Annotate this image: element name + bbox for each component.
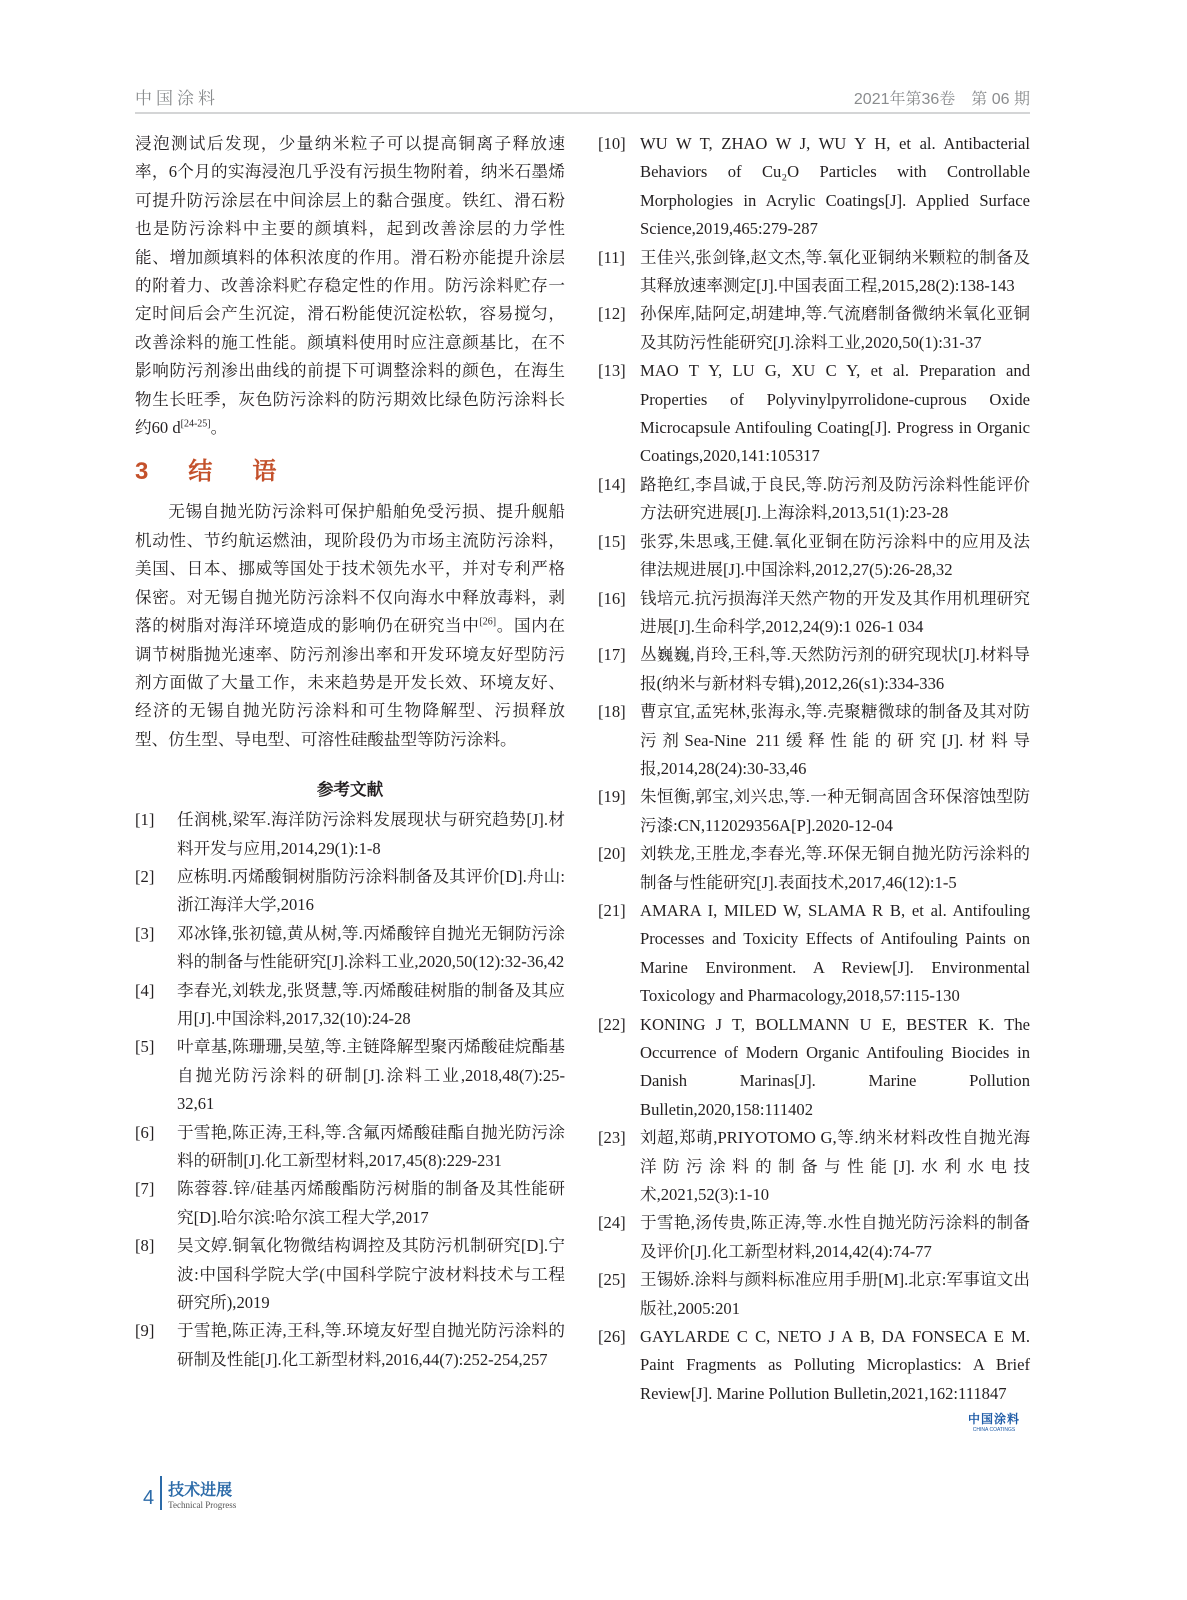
reference-item — [598, 130, 1030, 244]
reference-number: [10] — [598, 134, 626, 153]
journal-name: 中国涂料 — [135, 89, 219, 108]
footer-divider — [160, 1476, 162, 1510]
reference-number: [23] — [598, 1128, 626, 1148]
reference-item — [598, 783, 1030, 840]
logo-subtext: CHINA COATINGS — [972, 1427, 1016, 1433]
reference-text: 刘轶龙,王胜龙,李春光,等.环保无铜自抛光防污涂料的制备与性能研究[J].表面技术,2017,46(12):1-5 — [640, 844, 1030, 892]
paragraph-text: 。国内在调节树脂抛光速率、防污剂渗出率和开发环境友好型防污剂方面做了大量工作，未来趋势是开发长效、环境友好、经济的无锡自抛光防污涂料和可生物降解型、污损释放型、仿生型、导电型、可溶性硅酸盐型等防污涂料。 — [135, 616, 566, 749]
reference-number: [15] — [598, 531, 626, 551]
reference-item — [135, 1033, 565, 1118]
reference-text: 王佳兴,张剑锋,赵文杰,等.氧化亚铜纳米颗粒的制备及其释放速率测定[J].中国表面工程,2015,28(2):138-143 — [640, 247, 1030, 296]
reference-item — [135, 806, 565, 863]
reference-list — [135, 806, 565, 1374]
reference-number: [2] — [135, 866, 155, 886]
reference-number: [12] — [598, 304, 626, 324]
reference-number: [11] — [598, 247, 626, 267]
reference-text: 陈蓉蓉.锌/硅基丙烯酸酯防污树脂的制备及其性能研究[D].哈尔滨:哈尔滨工程大学,2017 — [177, 1179, 565, 1227]
reference-item — [598, 641, 1030, 698]
reference-text: KONING J T, BOLLMANN U E, BESTER K. The Occurrence of Modern Organic Antifouling Biocides in Danish Marinas[J]. Marine Pollution Bulletin,2020,158:111402 — [640, 1014, 1030, 1119]
reference-item — [135, 920, 565, 977]
reference-number: [3] — [135, 923, 155, 943]
reference-number: [22] — [598, 1014, 626, 1034]
reference-item — [598, 585, 1030, 642]
reference-text: 任润桃,梁军.海洋防污涂料发展现状与研究趋势[J].材料开发与应用,2014,29(1):1-8 — [177, 810, 565, 858]
reference-number: [7] — [135, 1179, 155, 1199]
reference-text: 叶章基,陈珊珊,吴堃,等.主链降解型聚丙烯酸硅烷酯基自抛光防污涂料的研制[J].涂料工业,2018,48(7):25-32,61 — [177, 1037, 565, 1114]
reference-text: 王锡娇.涂料与颜料标准应用手册[M].北京:军事谊文出版社,2005:201 — [640, 1270, 1030, 1318]
reference-number: [8] — [135, 1236, 155, 1256]
reference-number: [16] — [598, 588, 626, 608]
reference-text: 路艳红,李昌诚,于良民,等.防污剂及防污涂料性能评价方法研究进展[J].上海涂料,2013,51(1):23-28 — [640, 474, 1030, 523]
reference-number: [18] — [598, 702, 626, 722]
reference-text: 于雪艳,陈正涛,王科,等.环境友好型自抛光防污涂料的研制及性能[J].化工新型材料,2016,44(7):252-254,257 — [177, 1321, 565, 1369]
reference-number: [9] — [135, 1321, 155, 1341]
reference-text: 邓冰锋,张初镱,黄从树,等.丙烯酸锌自抛光无铜防污涂料的制备与性能研究[J].涂料工业,2020,50(12):32-36,42 — [177, 923, 565, 972]
issue-info: 2021年第36卷 第 06 期 — [853, 91, 1030, 108]
logo-text: 中国涂料 — [968, 1412, 1021, 1426]
reference-item — [135, 977, 565, 1034]
reference-item — [598, 897, 1030, 1011]
reference-text: WU W T, ZHAO W J, WU Y H, et al. Antibacterial Behaviors of Cu₂O Particles with Controllable Morphologies in Acrylic Coatings[J]. Applied Surface Science,2019,465:279-287 — [640, 134, 1030, 239]
page-number: 4 — [143, 1487, 155, 1509]
reference-text: 丛巍巍,肖玲,王科,等.天然防污剂的研究现状[J].材料导报(纳米与新材料专辑),2012,26(s1):334-336 — [640, 645, 1030, 693]
reference-item — [135, 1119, 565, 1176]
reference-list — [598, 130, 1030, 1408]
section-name: 技术进展 — [168, 1482, 233, 1499]
citation: [26] — [479, 616, 497, 628]
reference-text: 李春光,刘轶龙,张贤慧,等.丙烯酸硅树脂的制备及其应用[J].中国涂料,2017,32(10):24-28 — [177, 980, 565, 1028]
reference-item — [598, 698, 1030, 783]
reference-number: [20] — [598, 844, 626, 864]
reference-text: 应栋明.丙烯酸铜树脂防污涂料制备及其评价[D].舟山:浙江海洋大学,2016 — [177, 866, 565, 915]
page-footer — [143, 1476, 236, 1510]
reference-number: [25] — [598, 1270, 626, 1290]
reference-text: 于雪艳,汤传贵,陈正涛,等.水性自抛光防污涂料的制备及评价[J].化工新型材料,2014,42(4):74-77 — [640, 1213, 1030, 1261]
reference-number: [21] — [598, 900, 626, 920]
reference-text: 于雪艳,陈正涛,王科,等.含氟丙烯酸硅酯自抛光防污涂料的研制[J].化工新型材料,2017,45(8):229-231 — [177, 1122, 565, 1170]
header-divider — [135, 112, 1030, 114]
paragraph — [135, 130, 565, 442]
reference-number: [6] — [135, 1122, 155, 1142]
reference-text: 张雰,朱思彧,王健.氧化亚铜在防污涂料中的应用及法律法规进展[J].中国涂料,2012,27(5):26-28,32 — [640, 531, 1030, 580]
reference-text: 刘超,郑萌,PRIYOTOMO G,等.纳米材料改性自抛光海洋防污涂料的制备与性能[J].水利水电技术,2021,52(3):1-10 — [640, 1128, 1030, 1205]
reference-number: [1] — [135, 810, 155, 830]
reference-item — [598, 1323, 1030, 1408]
section-name-en: Technical Progress — [168, 1500, 237, 1510]
reference-item — [598, 357, 1030, 471]
reference-item — [598, 1124, 1030, 1209]
reference-number: [4] — [135, 980, 155, 1000]
reference-item — [135, 1317, 565, 1374]
reference-item — [598, 1209, 1030, 1266]
reference-item — [598, 1011, 1030, 1125]
reference-text: 吴文婷.铜氧化物微结构调控及其防污机制研究[D].宁波:中国科学院大学(中国科学院宁波材料技术与工程研究所),2019 — [177, 1236, 565, 1313]
left-column — [135, 130, 565, 1374]
reference-number: [24] — [598, 1213, 626, 1233]
reference-text: 钱培元.抗污损海洋天然产物的开发及其作用机理研究进展[J].生命科学,2012,24(9):1 026-1 034 — [640, 588, 1030, 636]
reference-number: [5] — [135, 1037, 155, 1057]
references-heading: 参考文献 — [316, 780, 384, 800]
section-title: 3 结 语 — [135, 458, 285, 486]
reference-number: [26] — [598, 1327, 626, 1347]
reference-item — [598, 1266, 1030, 1323]
reference-number: [13] — [598, 361, 626, 381]
reference-text: 朱恒衡,郭宝,刘兴忠,等.一种无铜高固含环保溶蚀型防污漆:CN,112029356A[P].2020-12-04 — [640, 787, 1030, 835]
reference-item — [598, 840, 1030, 897]
paragraph-text: 无锡自抛光防污涂料可保护船舶免受污损、提升舰船机动性、节约航运燃油，现阶段仍为市场主流防污涂料，美国、日本、挪威等国处于技术领先水平，并对专利严格保密。对无锡自抛光防污涂料不仅向海水中释放毒料，剥落的树脂对海洋环境造成的影响仍在研究当中 — [135, 502, 565, 636]
reference-item — [135, 1232, 565, 1317]
reference-number: [19] — [598, 787, 626, 807]
reference-text: MAO T Y, LU G, XU C Y, et al. Preparation and Properties of Polyvinylpyrrolidone-cuprous Oxide Microcapsule Antifouling Coating[J]. Progress in Organic Coatings,2020,141:105317 — [640, 361, 1030, 466]
journal-logo — [968, 1410, 1020, 1433]
reference-item — [598, 528, 1030, 585]
paragraph — [135, 498, 565, 754]
reference-item — [135, 1175, 565, 1232]
right-column — [598, 130, 1030, 1408]
reference-item — [598, 471, 1030, 528]
reference-text: 孙保库,陆阿定,胡建坤,等.气流磨制备微纳米氧化亚铜及其防污性能研究[J].涂料工业,2020,50(1):31-37 — [640, 304, 1030, 352]
reference-text: AMARA I, MILED W, SLAMA R B, et al. Antifouling Processes and Toxicity Effects of Antifouling Paints on Marine Environment. A Review[J]. Environmental Toxicology and Pharmacology,2018,57:115-130 — [640, 900, 1030, 1006]
paragraph-text: 。 — [210, 418, 228, 438]
paragraph-text: 浸泡测试后发现，少量纳米粒子可以提高铜离子释放速率，6个月的实海浸泡几乎没有污损生物附着，纳米石墨烯可提升防污涂层在中间涂层上的黏合强度。铁红、滑石粉也是防污涂料中主要的颜填料，起到改善涂层的力学性能、增加颜填料的体积浓度的作用。滑石粉亦能提升涂层的附着力、改善涂料贮存稳定性的作用。防污涂料贮存一定时间后会产生沉淀，滑石粉能使沉淀松软，容易搅匀，改善涂料的施工性能。颜填料使用时应注意颜基比，在不影响防污剂渗出曲线的前提下可调整涂料的颜色，在海生物生长旺季，灰色防污涂料的防污期效比绿色防污涂料长约60 d — [135, 134, 565, 438]
reference-item — [598, 300, 1030, 357]
reference-text: 曹京宜,孟宪林,张海永,等.壳聚糖微球的制备及其对防污剂Sea-Nine 211缓释性能的研究[J].材料导报,2014,28(24):30-33,46 — [640, 702, 1030, 778]
citation: [24-25] — [180, 418, 211, 430]
reference-item — [135, 863, 565, 920]
reference-text: GAYLARDE C C, NETO J A B, DA FONSECA E M. Paint Fragments as Polluting Microplastics: A Brief Review[J]. Marine Pollution Bulletin,2021,162:111847 — [640, 1327, 1030, 1403]
reference-number: [17] — [598, 645, 626, 665]
reference-item — [598, 244, 1030, 301]
reference-number: [14] — [598, 474, 626, 494]
